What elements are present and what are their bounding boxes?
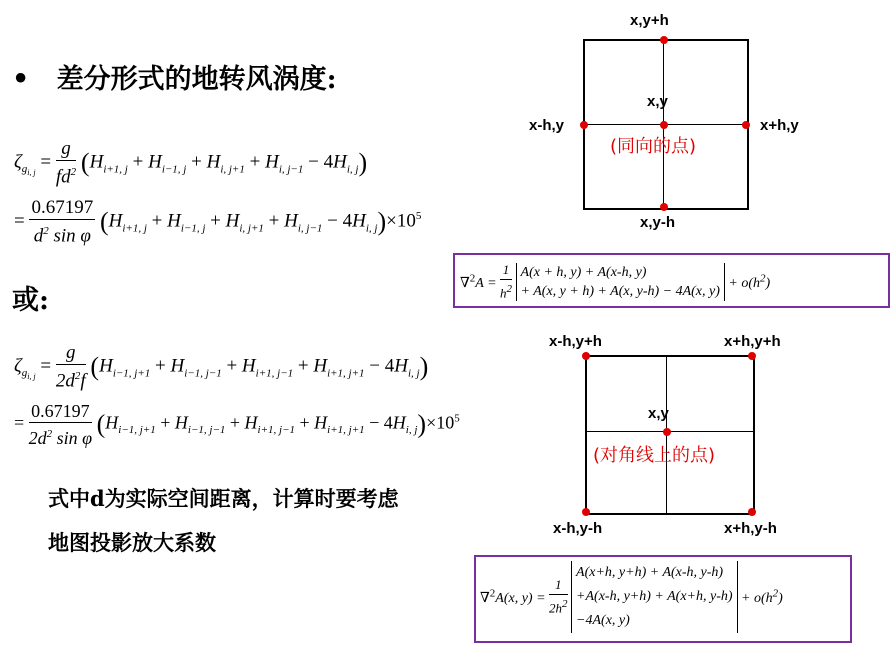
frac-num: g <box>56 342 86 365</box>
factor-sup: 5 <box>454 412 460 425</box>
point-top-right <box>748 352 756 360</box>
formula-1-frac <box>500 261 512 302</box>
fraction-constant <box>29 400 92 449</box>
nabla: ∇ <box>460 275 470 291</box>
caption-same-direction: (同向的点) <box>610 136 697 157</box>
sub-1: i+1, j <box>103 163 128 176</box>
zeta-symbol: ζ <box>14 151 22 173</box>
frac-den <box>29 220 95 247</box>
fraction-g-fd2 <box>56 138 76 188</box>
equals: = <box>40 355 52 377</box>
label-left: x-h,y <box>529 117 565 134</box>
frac-den-tail: sin φ <box>56 428 93 448</box>
frac-num: 1 <box>500 261 512 280</box>
label-center: x,y <box>648 405 669 422</box>
label-top: x,y+h <box>630 12 669 29</box>
factor: ×10 <box>386 210 416 232</box>
point-center <box>660 121 668 129</box>
tail-end: ) <box>765 275 771 291</box>
sub-3: i+1, j−1 <box>255 367 294 380</box>
lhs-tail: A(x, y) = <box>495 590 546 606</box>
point-center <box>663 428 671 436</box>
note-line-1: 式中d为实际空间距离，计算时要考虑 <box>48 486 399 511</box>
point-left <box>580 121 588 129</box>
sub-2: i−1, j <box>161 163 187 176</box>
laplacian-formula-box-2 <box>474 555 852 643</box>
frac-den-sup: 2 <box>70 166 77 178</box>
frac-num: 0.67197 <box>29 400 92 423</box>
sub-5: i, j <box>408 367 420 380</box>
or-label: 或: <box>12 285 49 316</box>
equation-1: $\zeta_{g_{i, j}}$ = $\frac{g}{fd^2}$ $(H_{i+1, j} + H_{i-1, j} + H_{i, j+1} + H_{i, j-1} - 4H_{i, j})$ <box>14 138 368 188</box>
frac-den-text: fd <box>55 166 71 188</box>
zeta-symbol: ζ <box>14 355 22 377</box>
frac-den <box>56 365 86 392</box>
factor: ×10 <box>426 412 455 433</box>
sub-4: i, j−1 <box>278 163 304 176</box>
zeta-sub: g <box>21 367 28 380</box>
sub-1: i−1, j+1 <box>112 367 151 380</box>
sub-5: i, j <box>365 222 378 235</box>
note-line-2: 地图投影放大系数 <box>48 530 216 555</box>
frac-den <box>56 161 76 188</box>
equation-4: = $\frac{0.67197}{2d^2 \sin \varphi}$ $(H_{i-1, j+1} + H_{i-1, j-1} + H_{i+1, j-1} + H_{i+1, j+1} - 4H_{i, j})\times 10^5$ <box>14 401 460 448</box>
frac-den-tail: f <box>80 370 86 392</box>
frac-den <box>29 423 92 449</box>
nabla-sup: 2 <box>489 587 496 600</box>
formula-2 <box>480 561 783 633</box>
fraction-g-2d2f <box>56 342 86 392</box>
heading-text: 差分形式的地转风涡度: <box>56 64 337 95</box>
label-top-left: x-h,y+h <box>549 333 602 350</box>
note-text <box>48 477 399 565</box>
frac-den-tail: sin φ <box>53 225 91 247</box>
frac-num: 0.67197 <box>31 197 94 218</box>
laplacian-formula-box-1 <box>453 253 890 308</box>
zeta-subsub: i, j <box>27 372 36 382</box>
sub-1: i+1, j <box>122 222 147 235</box>
zeta-subsub: i, j <box>27 168 36 178</box>
frac-num: 1 <box>549 576 568 595</box>
sub-4: i, j−1 <box>297 222 323 235</box>
sub-3: i, j+1 <box>239 222 264 235</box>
equation-3: $\zeta_{g_{i, j}}$ = $\frac{g}{2d^2f}$ $(H_{i-1, j+1} + H_{i-1, j-1} + H_{i+1, j-1} + H_{i+1, j+1} - 4H_{i, j})$ <box>14 342 429 392</box>
frac-den <box>549 595 568 617</box>
frac-den-sup: 2 <box>562 598 568 611</box>
factor-sup: 5 <box>415 210 422 223</box>
frac-den-text: d <box>33 225 44 247</box>
bullet: • <box>12 64 30 95</box>
point-bottom <box>660 203 668 211</box>
tail-sup: 2 <box>760 271 766 284</box>
point-bottom-right <box>748 508 756 516</box>
sub-3: i, j+1 <box>220 163 245 176</box>
label-bottom-left: x-h,y-h <box>553 520 603 537</box>
label-bottom-right: x+h,y-h <box>724 520 777 537</box>
label-bottom: x,y-h <box>640 214 676 231</box>
frac-den-sup: 2 <box>74 370 81 382</box>
frac-den-sup: 2 <box>46 428 53 440</box>
sub-2: i−1, j <box>180 222 206 235</box>
slide-heading <box>12 57 337 96</box>
tail: + o(h <box>728 275 760 291</box>
tail-end: ) <box>778 590 783 606</box>
formula-1-bracket <box>516 263 725 301</box>
equals: = <box>40 151 52 173</box>
frac-den-sup: 2 <box>43 225 49 237</box>
formula-2-frac <box>549 576 568 617</box>
row-2: + A(x, y + h) + A(x, y-h) − 4A(x, y) <box>520 283 720 299</box>
sub-1: i−1, j+1 <box>118 424 156 437</box>
zeta-sub: g <box>21 163 28 176</box>
grid-2-square <box>585 355 755 515</box>
nabla-sup: 2 <box>469 271 476 284</box>
sub-2: i−1, j−1 <box>187 424 226 437</box>
formula-2-bracket <box>571 561 737 633</box>
row-1: A(x+h, y+h) + A(x-h, y-h) <box>576 565 724 580</box>
nabla: ∇ <box>480 590 490 606</box>
frac-den-text: 2d <box>55 370 75 392</box>
sub-4: i+1, j+1 <box>327 424 365 437</box>
fraction-constant <box>29 197 95 247</box>
formula-1 <box>460 261 770 302</box>
sub-2: i−1, j−1 <box>184 367 222 380</box>
frac-den-text: 2d <box>28 428 47 448</box>
equals: = <box>14 412 25 433</box>
equals: = <box>14 210 25 232</box>
frac-den <box>500 280 512 302</box>
point-right <box>742 121 750 129</box>
frac-num: g <box>56 138 76 161</box>
frac-den-text: h <box>500 285 507 301</box>
point-top-left <box>582 352 590 360</box>
tail-sup: 2 <box>772 587 779 600</box>
row-2: +A(x-h, y+h) + A(x+h, y-h) <box>576 589 733 604</box>
caption-diagonal: (对角线上的点) <box>593 445 716 466</box>
row-1: A(x + h, y) + A(x-h, y) <box>520 264 647 280</box>
label-right: x+h,y <box>760 117 799 134</box>
frac-den-text: 2h <box>549 600 563 616</box>
point-top <box>660 36 668 44</box>
label-top-right: x+h,y+h <box>724 333 781 350</box>
point-bottom-left <box>582 508 590 516</box>
tail: + o(h <box>741 590 773 606</box>
row-3: −4A(x, y) <box>576 613 630 628</box>
equation-2: = $\frac{0.67197}{d^2 \sin \varphi}$ $(H_{i+1, j} + H_{i-1, j} + H_{i, j+1} + H_{i, j-1} - 4H_{i, j})\times 10^5$ <box>14 197 422 247</box>
sub-5: i, j <box>405 424 418 437</box>
label-center: x,y <box>647 93 668 110</box>
sub-3: i+1, j−1 <box>257 424 296 437</box>
sub-4: i+1, j+1 <box>327 367 365 380</box>
lhs-tail: A = <box>475 275 497 291</box>
sub-5: i, j <box>346 163 359 176</box>
frac-den-sup: 2 <box>506 283 513 295</box>
